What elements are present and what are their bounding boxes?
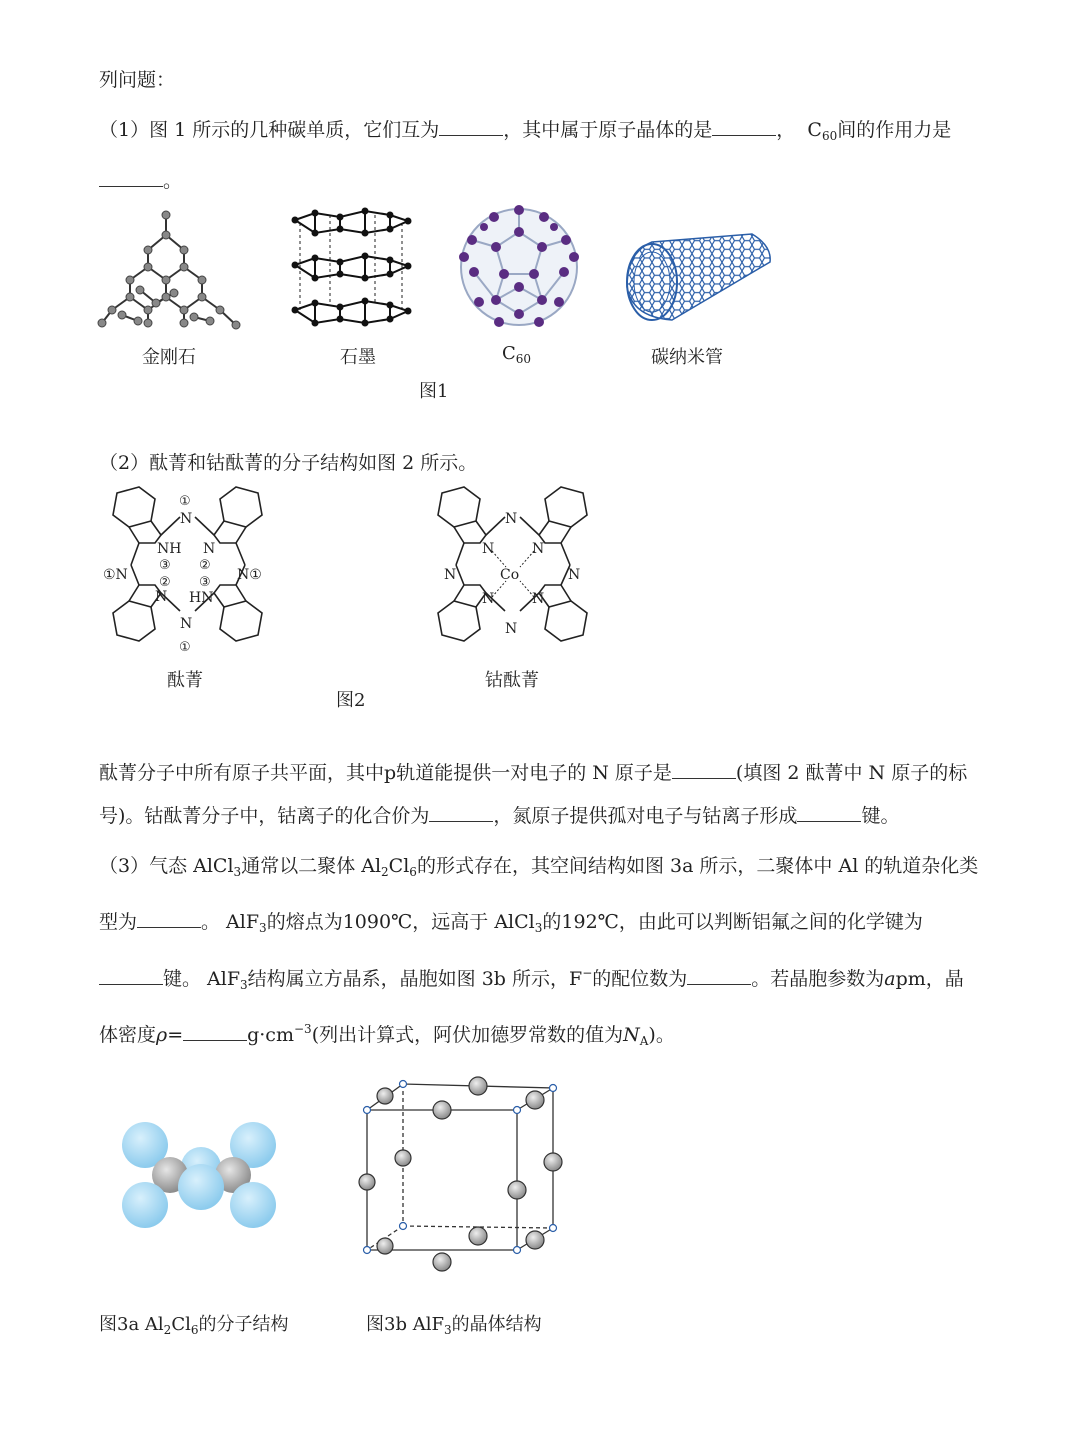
figure-3b-caption: 图3b AlF$_3$的晶体结构 [366,1314,542,1337]
figure-1-caption: 图1 [419,381,449,402]
q1-blank-1[interactable] [439,117,503,136]
q3-blank-3[interactable] [687,966,751,985]
q1-end: 。 [163,170,183,192]
q2-text-d: 号)。钴酞菁分子中，钴离子的化合价为 [99,805,430,827]
n-atom: N [568,567,581,583]
cobalt-atom: Co [500,567,520,583]
intro-text: 列问题： [99,69,176,91]
question-3-line3: 键。 AlF$_3$结构属立方晶系，晶胞如图 3b 所示，F−的配位数为 。若晶胞参数为apm，晶 [99,966,964,992]
label-phthalocyanine: 酞菁 [167,670,203,691]
q2-blank-2[interactable] [429,803,493,822]
n-atom: N [180,511,193,527]
question-1-line2 [99,168,182,194]
n-atom: N [180,616,193,632]
n-atom: N [203,541,216,557]
label-nanotube: 碳纳米管 [651,347,723,368]
phthalocyanine-structure [95,485,280,660]
nanotube-structure [622,232,774,327]
nh-atom: NH [157,541,182,557]
q1-blank-3[interactable] [99,168,163,187]
alf3-unit-cell [355,1078,565,1278]
q2-p-orbital: p [384,762,397,784]
q3-blank-1[interactable] [137,909,201,928]
q1-blank-2[interactable] [712,117,776,136]
q1-part1: （1）图 1 所示的几种碳单质，它们互为 [99,119,440,141]
n-atom: N [532,541,545,557]
marker-2: ② [159,575,171,590]
n-atom: N [155,589,168,605]
cobalt-phthalocyanine-structure [420,485,605,660]
q2-text-c: (填图 2 酞菁中 N 原子的标 [735,762,968,784]
c60-structure [454,202,584,332]
label-graphite: 石墨 [340,347,376,368]
n-label: ①N [103,567,128,583]
question-3-line4: 体密度$\rho= g\cdot cm^{-3}$(列出计算式，阿伏加德罗常数的值为$N_A$)。 [99,1022,675,1048]
marker-1: ① [179,640,191,655]
figure-3a-caption: 图3a $Al_2Cl_6$的分子结构 [99,1314,289,1337]
n-atom: N [482,541,495,557]
diamond-structure [98,205,248,335]
graphite-structure [290,205,412,330]
question-2-line2 [99,803,899,829]
n-atom: N [444,567,457,583]
marker-2: ② [199,558,211,573]
n-atom: N [505,621,518,637]
n-atom: N [505,511,518,527]
q3-blank-2[interactable] [99,966,163,985]
q1-part3: ， [776,119,796,141]
label-diamond: 金刚石 [142,347,196,368]
al2cl6-molecule [115,1115,285,1235]
q3-blank-4[interactable] [183,1022,247,1041]
marker-3: ③ [199,575,211,590]
label-c60: $C_{60}$ [502,343,532,366]
n-atom: N [532,591,545,607]
q2-text-f: 键。 [861,805,900,827]
question-3-line2: 型为 。 AlF$_3$的熔点为1090℃，远高于 AlCl$_3$的192℃，由此可以判断铝氟之间的化学键为 [99,911,923,935]
q2-blank-1[interactable] [672,760,736,779]
n-label: N① [237,567,262,583]
question-2-line1 [99,760,967,786]
q1-c60: $C_{60}$ [807,119,838,143]
marker-1: ① [179,494,191,509]
q2-blank-3[interactable] [797,803,861,822]
n-atom: N [482,591,495,607]
figure-2-caption: 图2 [336,690,366,711]
q2-text-e: ，氮原子提供孤对电子与钴离子形成 [493,805,798,827]
marker-3: ③ [159,558,171,573]
question-3-line1: （3）气态 AlCl$_3$通常以二聚体 $Al_2Cl_6$的形式存在，其空间结构如图 3a 所示，二聚体中 Al 的轨道杂化类 [99,855,979,879]
q2-text-a: 酞菁分子中所有原子共平面，其中 [99,762,385,784]
q1-part4: 间的作用力是 [837,119,952,141]
hn-atom: HN [189,590,214,606]
label-cobalt-phthalocyanine: 钴酞菁 [485,670,539,691]
question-2-intro: （2）酞菁和钴酞菁的分子结构如图 2 所示。 [99,452,478,474]
q1-part2: ，其中属于原子晶体的是 [503,119,713,141]
q2-text-b: 轨道能提供一对电子的 N 原子是 [396,762,672,784]
question-1-line [99,117,951,143]
